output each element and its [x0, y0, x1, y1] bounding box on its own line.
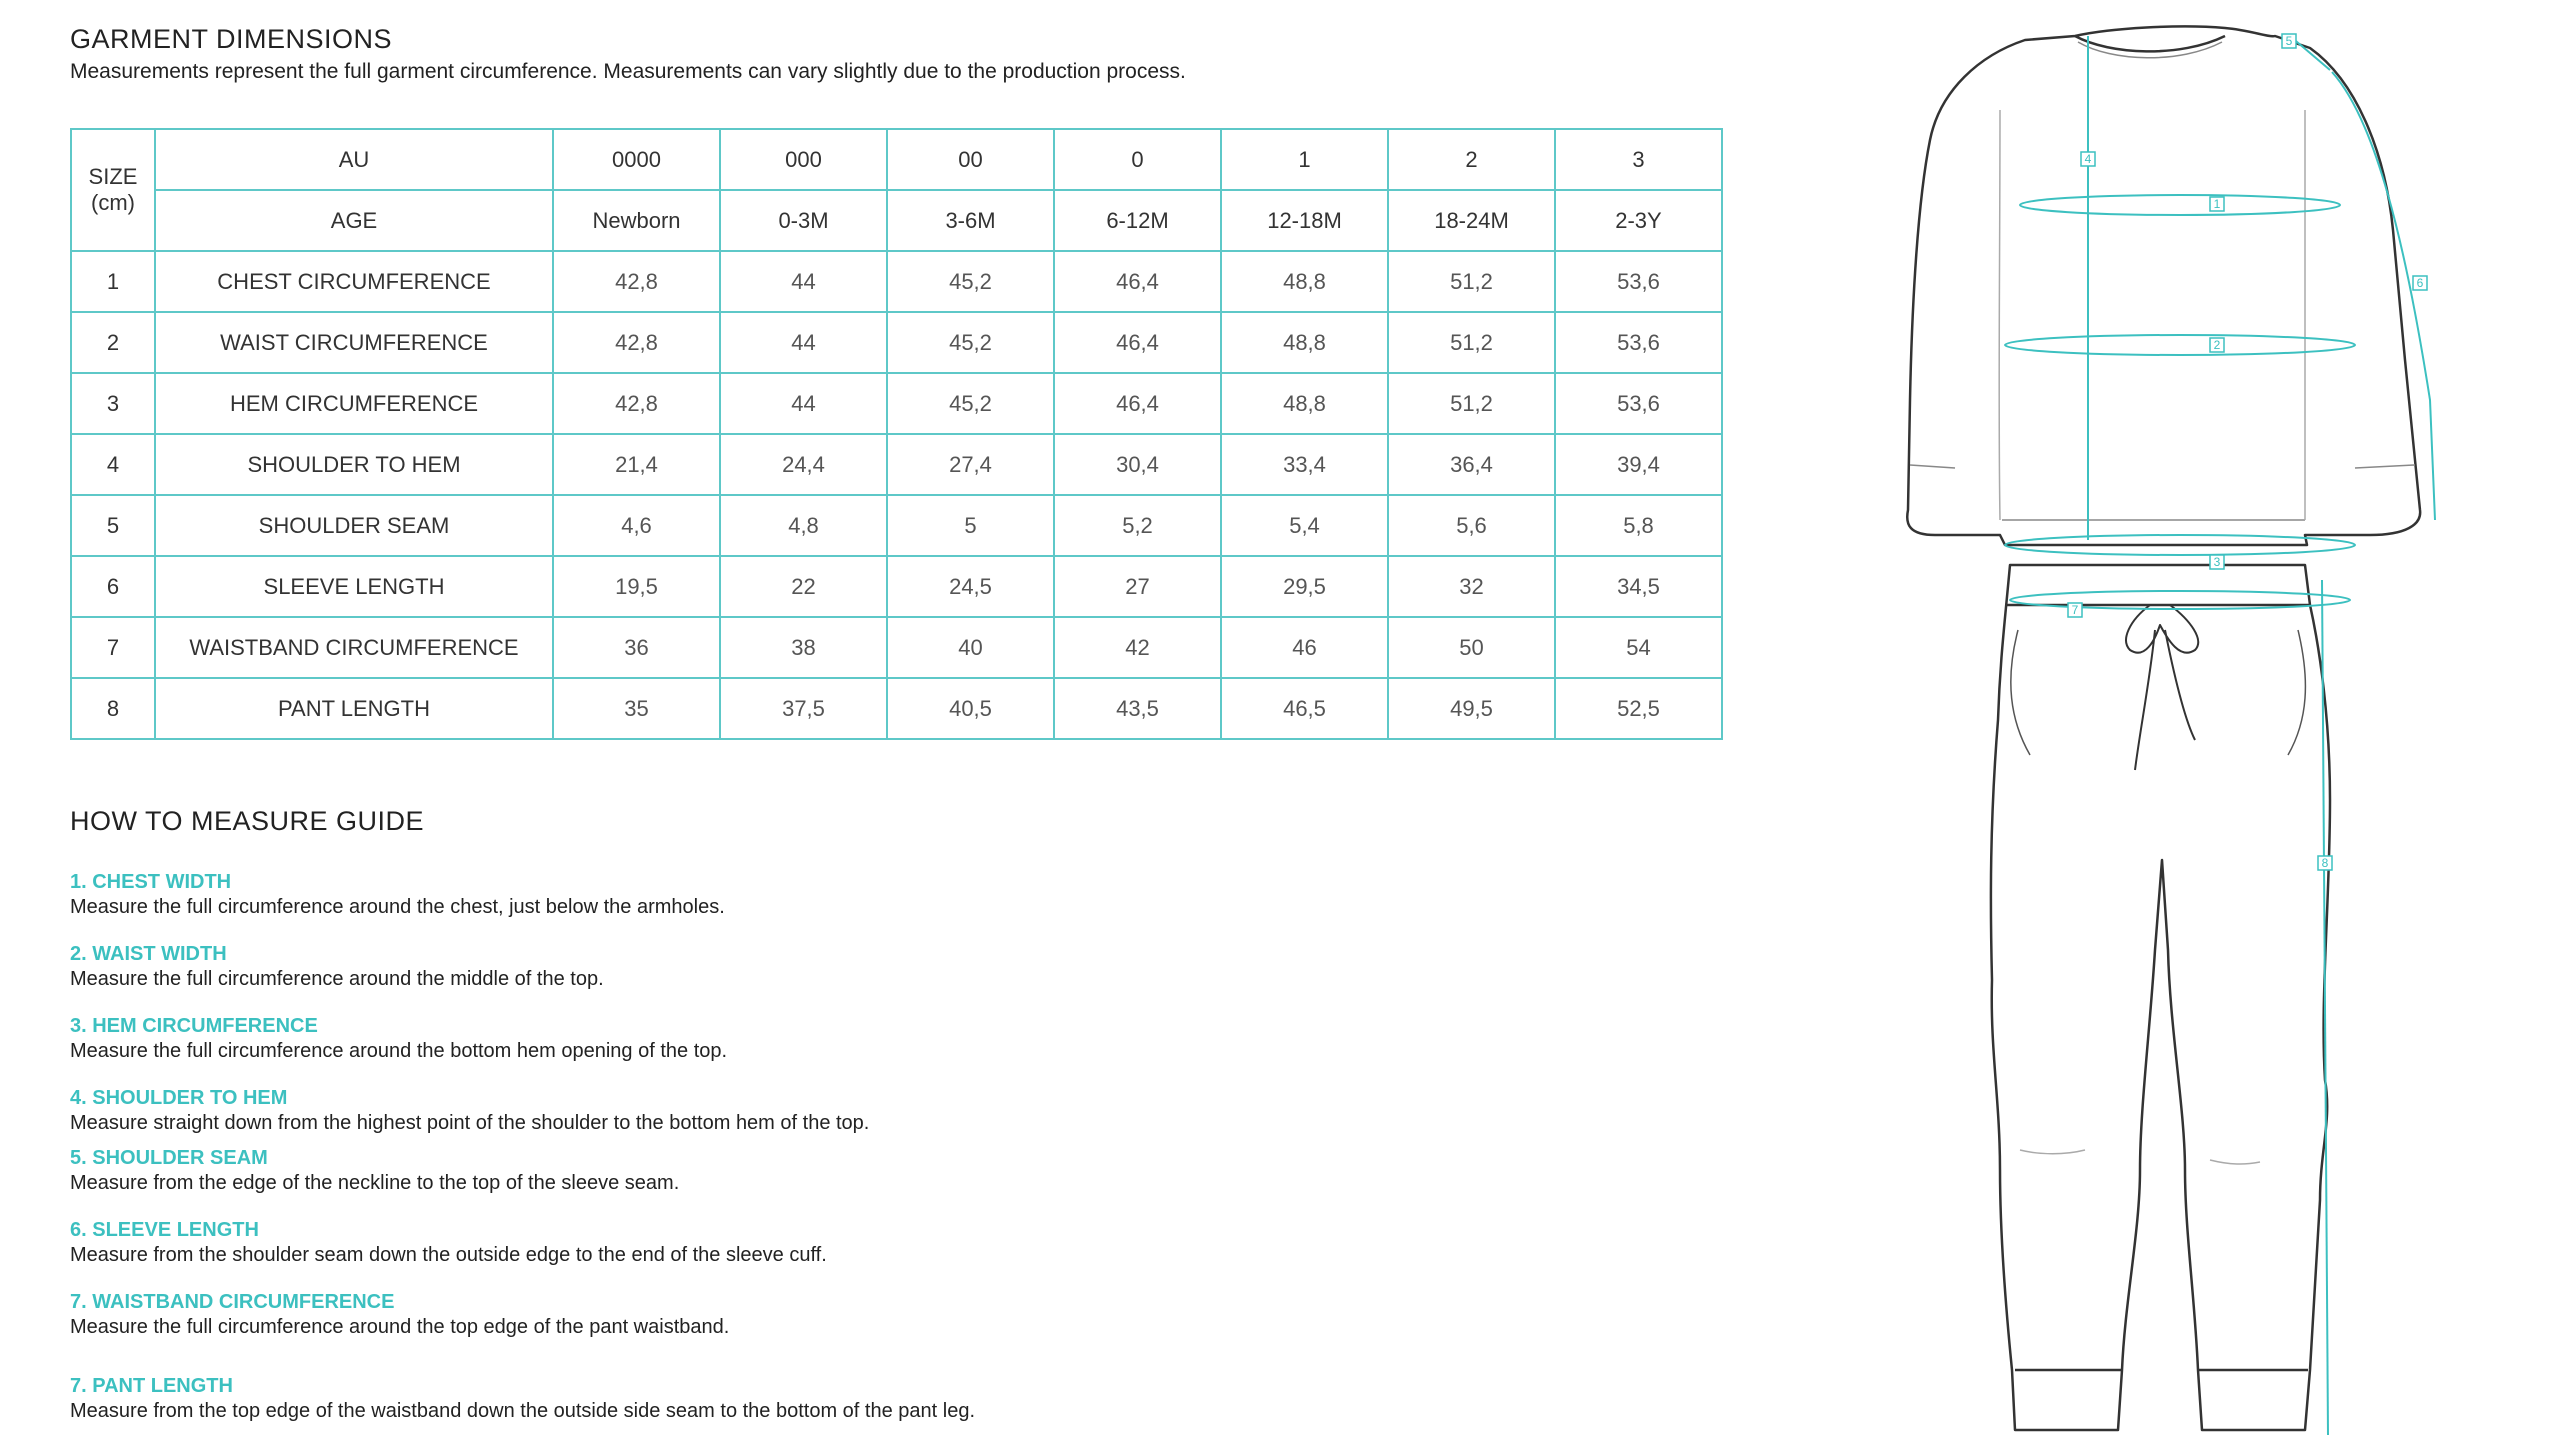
measurement-value: 24,4 — [720, 434, 887, 495]
measurement-value: 44 — [720, 373, 887, 434]
guide-item-heading: 7. WAISTBAND CIRCUMFERENCE — [70, 1291, 395, 1313]
measurement-value: 4,6 — [553, 495, 720, 556]
measurement-value: 51,2 — [1388, 251, 1555, 312]
measurement-value: 48,8 — [1221, 312, 1388, 373]
measurement-value: 51,2 — [1388, 373, 1555, 434]
measurement-value: 21,4 — [553, 434, 720, 495]
measurement-value: 38 — [720, 617, 887, 678]
measurement-value: 44 — [720, 312, 887, 373]
age-value: Newborn — [553, 190, 720, 251]
measurement-value: 29,5 — [1221, 556, 1388, 617]
measurement-value: 24,5 — [887, 556, 1054, 617]
measurement-value: 42,8 — [553, 251, 720, 312]
measurement-value: 40,5 — [887, 678, 1054, 739]
measurement-value: 5,6 — [1388, 495, 1555, 556]
marker-1 — [2210, 197, 2224, 211]
table-row — [71, 373, 1722, 434]
row-number: 4 — [71, 434, 155, 495]
row-number: 2 — [71, 312, 155, 373]
svg-text:7: 7 — [2071, 603, 2079, 617]
measurement-value: 54 — [1555, 617, 1722, 678]
au-size: 000 — [720, 129, 887, 190]
table-row — [71, 312, 1722, 373]
measurement-name: WAISTBAND CIRCUMFERENCE — [155, 617, 553, 678]
age-value: 0-3M — [720, 190, 887, 251]
marker-6 — [2413, 276, 2427, 290]
dimensions-table — [70, 128, 1723, 740]
au-size: 00 — [887, 129, 1054, 190]
measurement-value: 46 — [1221, 617, 1388, 678]
sweatshirt-outline — [1907, 26, 2420, 545]
svg-text:5: 5 — [2285, 34, 2293, 48]
measurement-value: 45,2 — [887, 373, 1054, 434]
measurement-name: CHEST CIRCUMFERENCE — [155, 251, 553, 312]
table-row — [71, 678, 1722, 739]
guide-item — [70, 1374, 975, 1424]
guide-item — [70, 1014, 727, 1064]
guide-item-text: Measure from the shoulder seam down the outside edge to the end of the sleeve cuff. — [70, 1244, 827, 1266]
au-size: 0000 — [553, 129, 720, 190]
svg-text:3: 3 — [2213, 555, 2221, 569]
garment-illustration — [1850, 0, 2450, 1454]
measurement-name: PANT LENGTH — [155, 678, 553, 739]
measurement-value: 34,5 — [1555, 556, 1722, 617]
guide-item-heading: 5. SHOULDER SEAM — [70, 1147, 268, 1169]
measurement-value: 52,5 — [1555, 678, 1722, 739]
measurement-value: 5,2 — [1054, 495, 1221, 556]
guide-item — [70, 1290, 729, 1340]
measurement-value: 53,6 — [1555, 373, 1722, 434]
measurement-value: 32 — [1388, 556, 1555, 617]
measurement-value: 45,2 — [887, 251, 1054, 312]
guide-item-heading: 6. SLEEVE LENGTH — [70, 1219, 259, 1241]
age-value: 12-18M — [1221, 190, 1388, 251]
measurement-value: 42,8 — [553, 373, 720, 434]
svg-text:6: 6 — [2416, 276, 2424, 290]
page-subtitle: Measurements represent the full garment circumference. Measurements can vary slightly due to the production process. — [70, 60, 1186, 83]
measurement-value: 42,8 — [553, 312, 720, 373]
guide-item — [70, 1218, 827, 1268]
age-value: 6-12M — [1054, 190, 1221, 251]
guide-item — [70, 1086, 869, 1136]
measurement-value: 30,4 — [1054, 434, 1221, 495]
table-row — [71, 434, 1722, 495]
au-size: 2 — [1388, 129, 1555, 190]
measurement-value: 40 — [887, 617, 1054, 678]
row-number: 7 — [71, 617, 155, 678]
guide-item — [70, 870, 725, 920]
table-row — [71, 495, 1722, 556]
au-size: 1 — [1221, 129, 1388, 190]
measurement-value: 50 — [1388, 617, 1555, 678]
au-size: 0 — [1054, 129, 1221, 190]
marker-4 — [2081, 152, 2095, 166]
measurement-value: 53,6 — [1555, 251, 1722, 312]
table-row — [71, 251, 1722, 312]
measurement-value: 5,4 — [1221, 495, 1388, 556]
measurement-value: 46,4 — [1054, 251, 1221, 312]
measurement-value: 35 — [553, 678, 720, 739]
guide-item — [70, 942, 604, 992]
measurement-value: 39,4 — [1555, 434, 1722, 495]
au-size: 3 — [1555, 129, 1722, 190]
measurement-value: 51,2 — [1388, 312, 1555, 373]
measurement-value: 46,4 — [1054, 373, 1221, 434]
guide-item-heading: 4. SHOULDER TO HEM — [70, 1087, 288, 1109]
measurement-value: 48,8 — [1221, 373, 1388, 434]
svg-text:1: 1 — [2213, 197, 2221, 211]
measurement-value: 44 — [720, 251, 887, 312]
measurement-value: 46,4 — [1054, 312, 1221, 373]
measurement-name: SHOULDER TO HEM — [155, 434, 553, 495]
pants-outline — [1991, 565, 2330, 1430]
guide-item-text: Measure straight down from the highest point of the shoulder to the bottom hem of the top. — [70, 1112, 870, 1134]
measurement-value: 19,5 — [553, 556, 720, 617]
age-value: 18-24M — [1388, 190, 1555, 251]
measurement-value: 5,8 — [1555, 495, 1722, 556]
measurement-value: 33,4 — [1221, 434, 1388, 495]
measurement-value: 42 — [1054, 617, 1221, 678]
size-header: SIZE (cm) — [71, 129, 155, 251]
measurement-value: 36 — [553, 617, 720, 678]
measurement-value: 53,6 — [1555, 312, 1722, 373]
measurement-value: 43,5 — [1054, 678, 1221, 739]
row-number: 8 — [71, 678, 155, 739]
marker-5 — [2282, 34, 2296, 48]
guide-item-heading: 2. WAIST WIDTH — [70, 943, 227, 965]
marker-2 — [2210, 338, 2224, 352]
measurement-name: SLEEVE LENGTH — [155, 556, 553, 617]
row-number: 1 — [71, 251, 155, 312]
measurement-value: 27 — [1054, 556, 1221, 617]
guide-item-text: Measure the full circumference around the top edge of the pant waistband. — [70, 1316, 730, 1338]
page-title: GARMENT DIMENSIONS — [70, 24, 393, 54]
measurement-name: HEM CIRCUMFERENCE — [155, 373, 553, 434]
table-row — [71, 617, 1722, 678]
guide-item-heading: 7. PANT LENGTH — [70, 1375, 233, 1397]
measurement-value: 46,5 — [1221, 678, 1388, 739]
guide-item — [70, 1146, 679, 1196]
measurement-name: WAIST CIRCUMFERENCE — [155, 312, 553, 373]
svg-text:8: 8 — [2321, 856, 2329, 870]
row-number: 3 — [71, 373, 155, 434]
age-header: AGE — [155, 190, 553, 251]
age-value: 2-3Y — [1555, 190, 1722, 251]
measurement-value: 48,8 — [1221, 251, 1388, 312]
table-body — [71, 251, 1722, 739]
guide-item-text: Measure the full circumference around the middle of the top. — [70, 968, 604, 990]
svg-text:4: 4 — [2084, 152, 2092, 166]
table-row — [71, 556, 1722, 617]
guide-title: HOW TO MEASURE GUIDE — [70, 806, 425, 836]
measurement-value: 37,5 — [720, 678, 887, 739]
measurement-value: 49,5 — [1388, 678, 1555, 739]
guide-item-text: Measure from the edge of the neckline to the top of the sleeve seam. — [70, 1172, 680, 1194]
measurement-value: 22 — [720, 556, 887, 617]
au-header: AU — [155, 129, 553, 190]
guide-item-heading: 1. CHEST WIDTH — [70, 871, 232, 893]
row-number: 6 — [71, 556, 155, 617]
measurement-value: 45,2 — [887, 312, 1054, 373]
row-number: 5 — [71, 495, 155, 556]
marker-7 — [2068, 603, 2082, 617]
guide-item-text: Measure the full circumference around the chest, just below the armholes. — [70, 896, 725, 918]
age-value: 3-6M — [887, 190, 1054, 251]
marker-3 — [2210, 555, 2224, 569]
measurement-value: 27,4 — [887, 434, 1054, 495]
guide-item-text: Measure the full circumference around the bottom hem opening of the top. — [70, 1040, 728, 1062]
guide-item-heading: 3. HEM CIRCUMFERENCE — [70, 1015, 318, 1037]
measurement-name: SHOULDER SEAM — [155, 495, 553, 556]
measurement-value: 36,4 — [1388, 434, 1555, 495]
marker-8 — [2318, 856, 2332, 870]
svg-text:2: 2 — [2213, 338, 2221, 352]
measurement-value: 4,8 — [720, 495, 887, 556]
guide-item-text: Measure from the top edge of the waistband down the outside side seam to the bottom of the pant leg. — [70, 1400, 976, 1422]
measurement-value: 5 — [887, 495, 1054, 556]
